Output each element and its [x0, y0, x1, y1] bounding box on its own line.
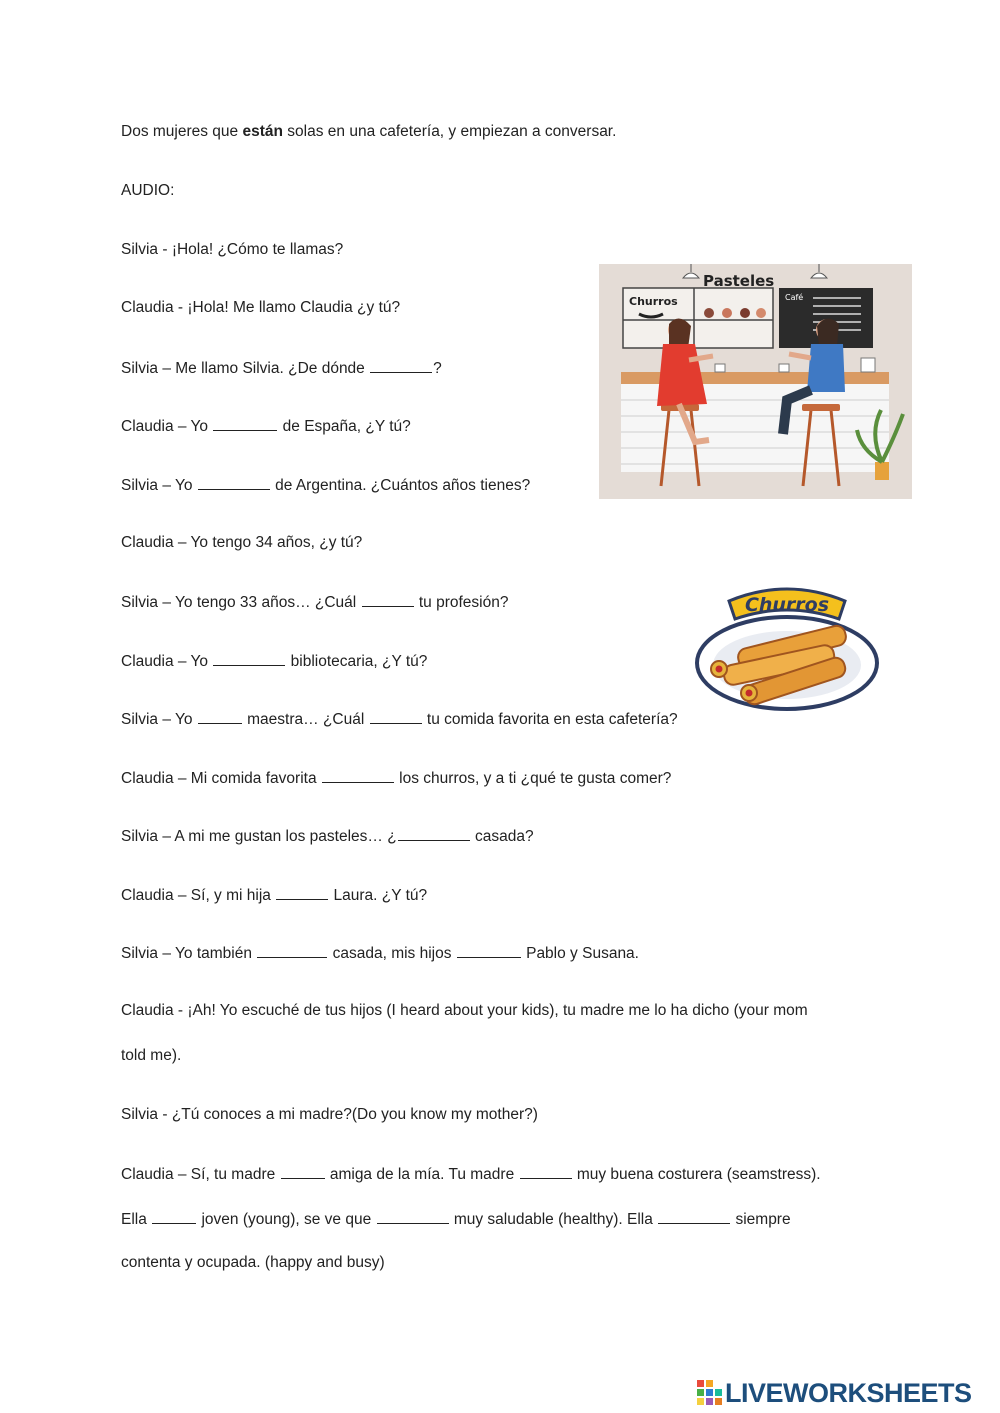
dialogue-line-10: Claudia – Mi comida favorita los churros, y a ti ¿qué te gusta comer?: [121, 767, 671, 789]
liveworksheets-logo-icon: [697, 1380, 723, 1406]
cafe-sign-text: Café: [785, 293, 804, 302]
liveworksheets-logo-text: LIVEWORKSHEETS: [725, 1378, 972, 1408]
answer-blank[interactable]: [370, 357, 432, 373]
dialogue-line-5: Silvia – Yo de Argentina. ¿Cuántos años tienes?: [121, 474, 530, 496]
answer-blank[interactable]: [152, 1208, 196, 1224]
dialogue-line-1: Silvia - ¡Hola! ¿Cómo te llamas?: [121, 241, 344, 258]
dialogue-line-9: Silvia – Yo maestra… ¿Cuál tu comida favorita en esta cafetería?: [121, 708, 678, 730]
liveworksheets-logo: [697, 1376, 997, 1410]
dialogue-line-2: Claudia - ¡Hola! Me llamo Claudia ¿y tú?: [121, 299, 401, 316]
churros-illustration: [693, 575, 881, 715]
dialogue-line-7: Silvia – Yo tengo 33 años… ¿Cuál tu profesión?: [121, 591, 508, 613]
dialogue-line-8: Claudia – Yo bibliotecaria, ¿Y tú?: [121, 650, 427, 672]
dialogue-line-14-continued: told me).: [121, 1047, 182, 1064]
audio-label: AUDIO:: [121, 182, 175, 199]
answer-blank[interactable]: [198, 474, 270, 490]
dialogue-line-17: Ella joven (young), se ve que muy saludable (healthy). Ella siempre: [121, 1208, 791, 1230]
churros-sign-text: Churros: [629, 295, 678, 308]
churros-banner-text: Churros: [744, 594, 830, 616]
answer-blank[interactable]: [398, 825, 470, 841]
answer-blank[interactable]: [377, 1208, 449, 1224]
dialogue-line-15: Silvia - ¿Tú conoces a mi madre?(Do you know my mother?): [121, 1106, 538, 1123]
answer-blank[interactable]: [257, 942, 327, 958]
answer-blank[interactable]: [213, 650, 285, 666]
answer-blank[interactable]: [198, 708, 242, 724]
dialogue-line-3: Silvia – Me llamo Silvia. ¿De dónde ?: [121, 357, 442, 379]
intro-text: Dos mujeres que están solas en una cafetería, y empiezan a conversar.: [121, 123, 617, 140]
dialogue-line-13: Silvia – Yo también casada, mis hijos Pablo y Susana.: [121, 942, 639, 964]
answer-blank[interactable]: [520, 1163, 572, 1179]
answer-blank[interactable]: [281, 1163, 325, 1179]
pasteles-sign-text: Pasteles: [703, 272, 775, 290]
answer-blank[interactable]: [362, 591, 414, 607]
dialogue-line-18: contenta y ocupada. (happy and busy): [121, 1254, 385, 1271]
answer-blank[interactable]: [457, 942, 521, 958]
answer-blank[interactable]: [658, 1208, 730, 1224]
dialogue-line-16: Claudia – Sí, tu madre amiga de la mía. Tu madre muy buena costurera (seamstress).: [121, 1163, 821, 1185]
dialogue-line-6: Claudia – Yo tengo 34 años, ¿y tú?: [121, 534, 363, 551]
answer-blank[interactable]: [213, 415, 277, 431]
answer-blank[interactable]: [276, 884, 328, 900]
dialogue-line-12: Claudia – Sí, y mi hija Laura. ¿Y tú?: [121, 884, 427, 906]
dialogue-line-14: Claudia - ¡Ah! Yo escuché de tus hijos (I heard about your kids), tu madre me lo ha dicho (your mom: [121, 1002, 808, 1019]
dialogue-line-4: Claudia – Yo de España, ¿Y tú?: [121, 415, 411, 437]
dialogue-line-11: Silvia – A mi me gustan los pasteles… ¿ casada?: [121, 825, 534, 847]
answer-blank[interactable]: [370, 708, 422, 724]
answer-blank[interactable]: [322, 767, 394, 783]
cafe-illustration: [599, 264, 912, 499]
